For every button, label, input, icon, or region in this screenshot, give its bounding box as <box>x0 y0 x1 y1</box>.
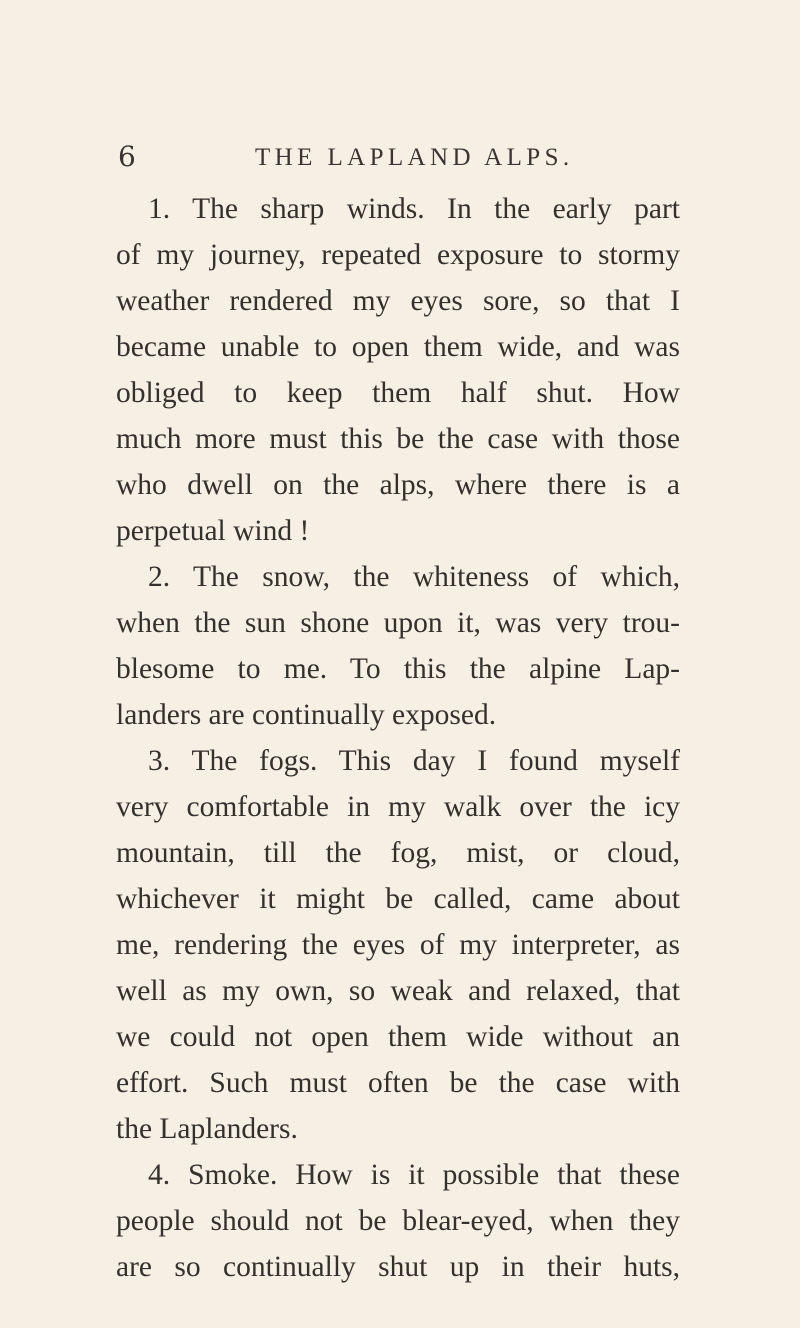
text-line: effort. Such must often be the case with <box>116 1067 680 1099</box>
page-header <box>118 140 678 184</box>
text-line: 2. The snow, the whiteness of which, <box>148 561 680 593</box>
text-line: perpetual wind ! <box>116 515 310 547</box>
text-line: 1. The sharp winds. In the early part <box>148 193 680 225</box>
text-line: 4. Smoke. How is it possible that these <box>148 1159 680 1191</box>
text-line: 3. The fogs. This day I found myself <box>148 745 680 777</box>
text-line: the Laplanders. <box>116 1113 298 1145</box>
text-line: we could not open them wide without an <box>116 1021 680 1053</box>
text-line: became unable to open them wide, and was <box>116 331 680 363</box>
text-line: who dwell on the alps, where there is a <box>116 469 680 501</box>
text-line: blesome to me. To this the alpine Lap- <box>116 653 680 685</box>
text-line: well as my own, so weak and relaxed, that <box>116 975 680 1007</box>
text-line: when the sun shone upon it, was very trou- <box>116 607 680 639</box>
text-line: are so continually shut up in their huts, <box>116 1251 680 1283</box>
body-text <box>116 186 680 1290</box>
text-line: much more must this be the case with those <box>116 423 680 455</box>
text-line: of my journey, repeated exposure to stormy <box>116 239 680 271</box>
text-line: very comfortable in my walk over the icy <box>116 791 680 823</box>
running-title: THE LAPLAND ALPS. <box>255 144 574 171</box>
text-line: mountain, till the fog, mist, or cloud, <box>116 837 680 869</box>
text-line: landers are continually exposed. <box>116 699 497 731</box>
text-line: people should not be blear-eyed, when they <box>116 1205 680 1237</box>
text-line: obliged to keep them half shut. How <box>116 377 680 409</box>
page-number: 6 <box>118 140 136 173</box>
text-line: weather rendered my eyes sore, so that I <box>116 285 680 317</box>
text-line: me, rendering the eyes of my interpreter, as <box>116 929 680 961</box>
text-line: whichever it might be called, came about <box>116 883 680 915</box>
